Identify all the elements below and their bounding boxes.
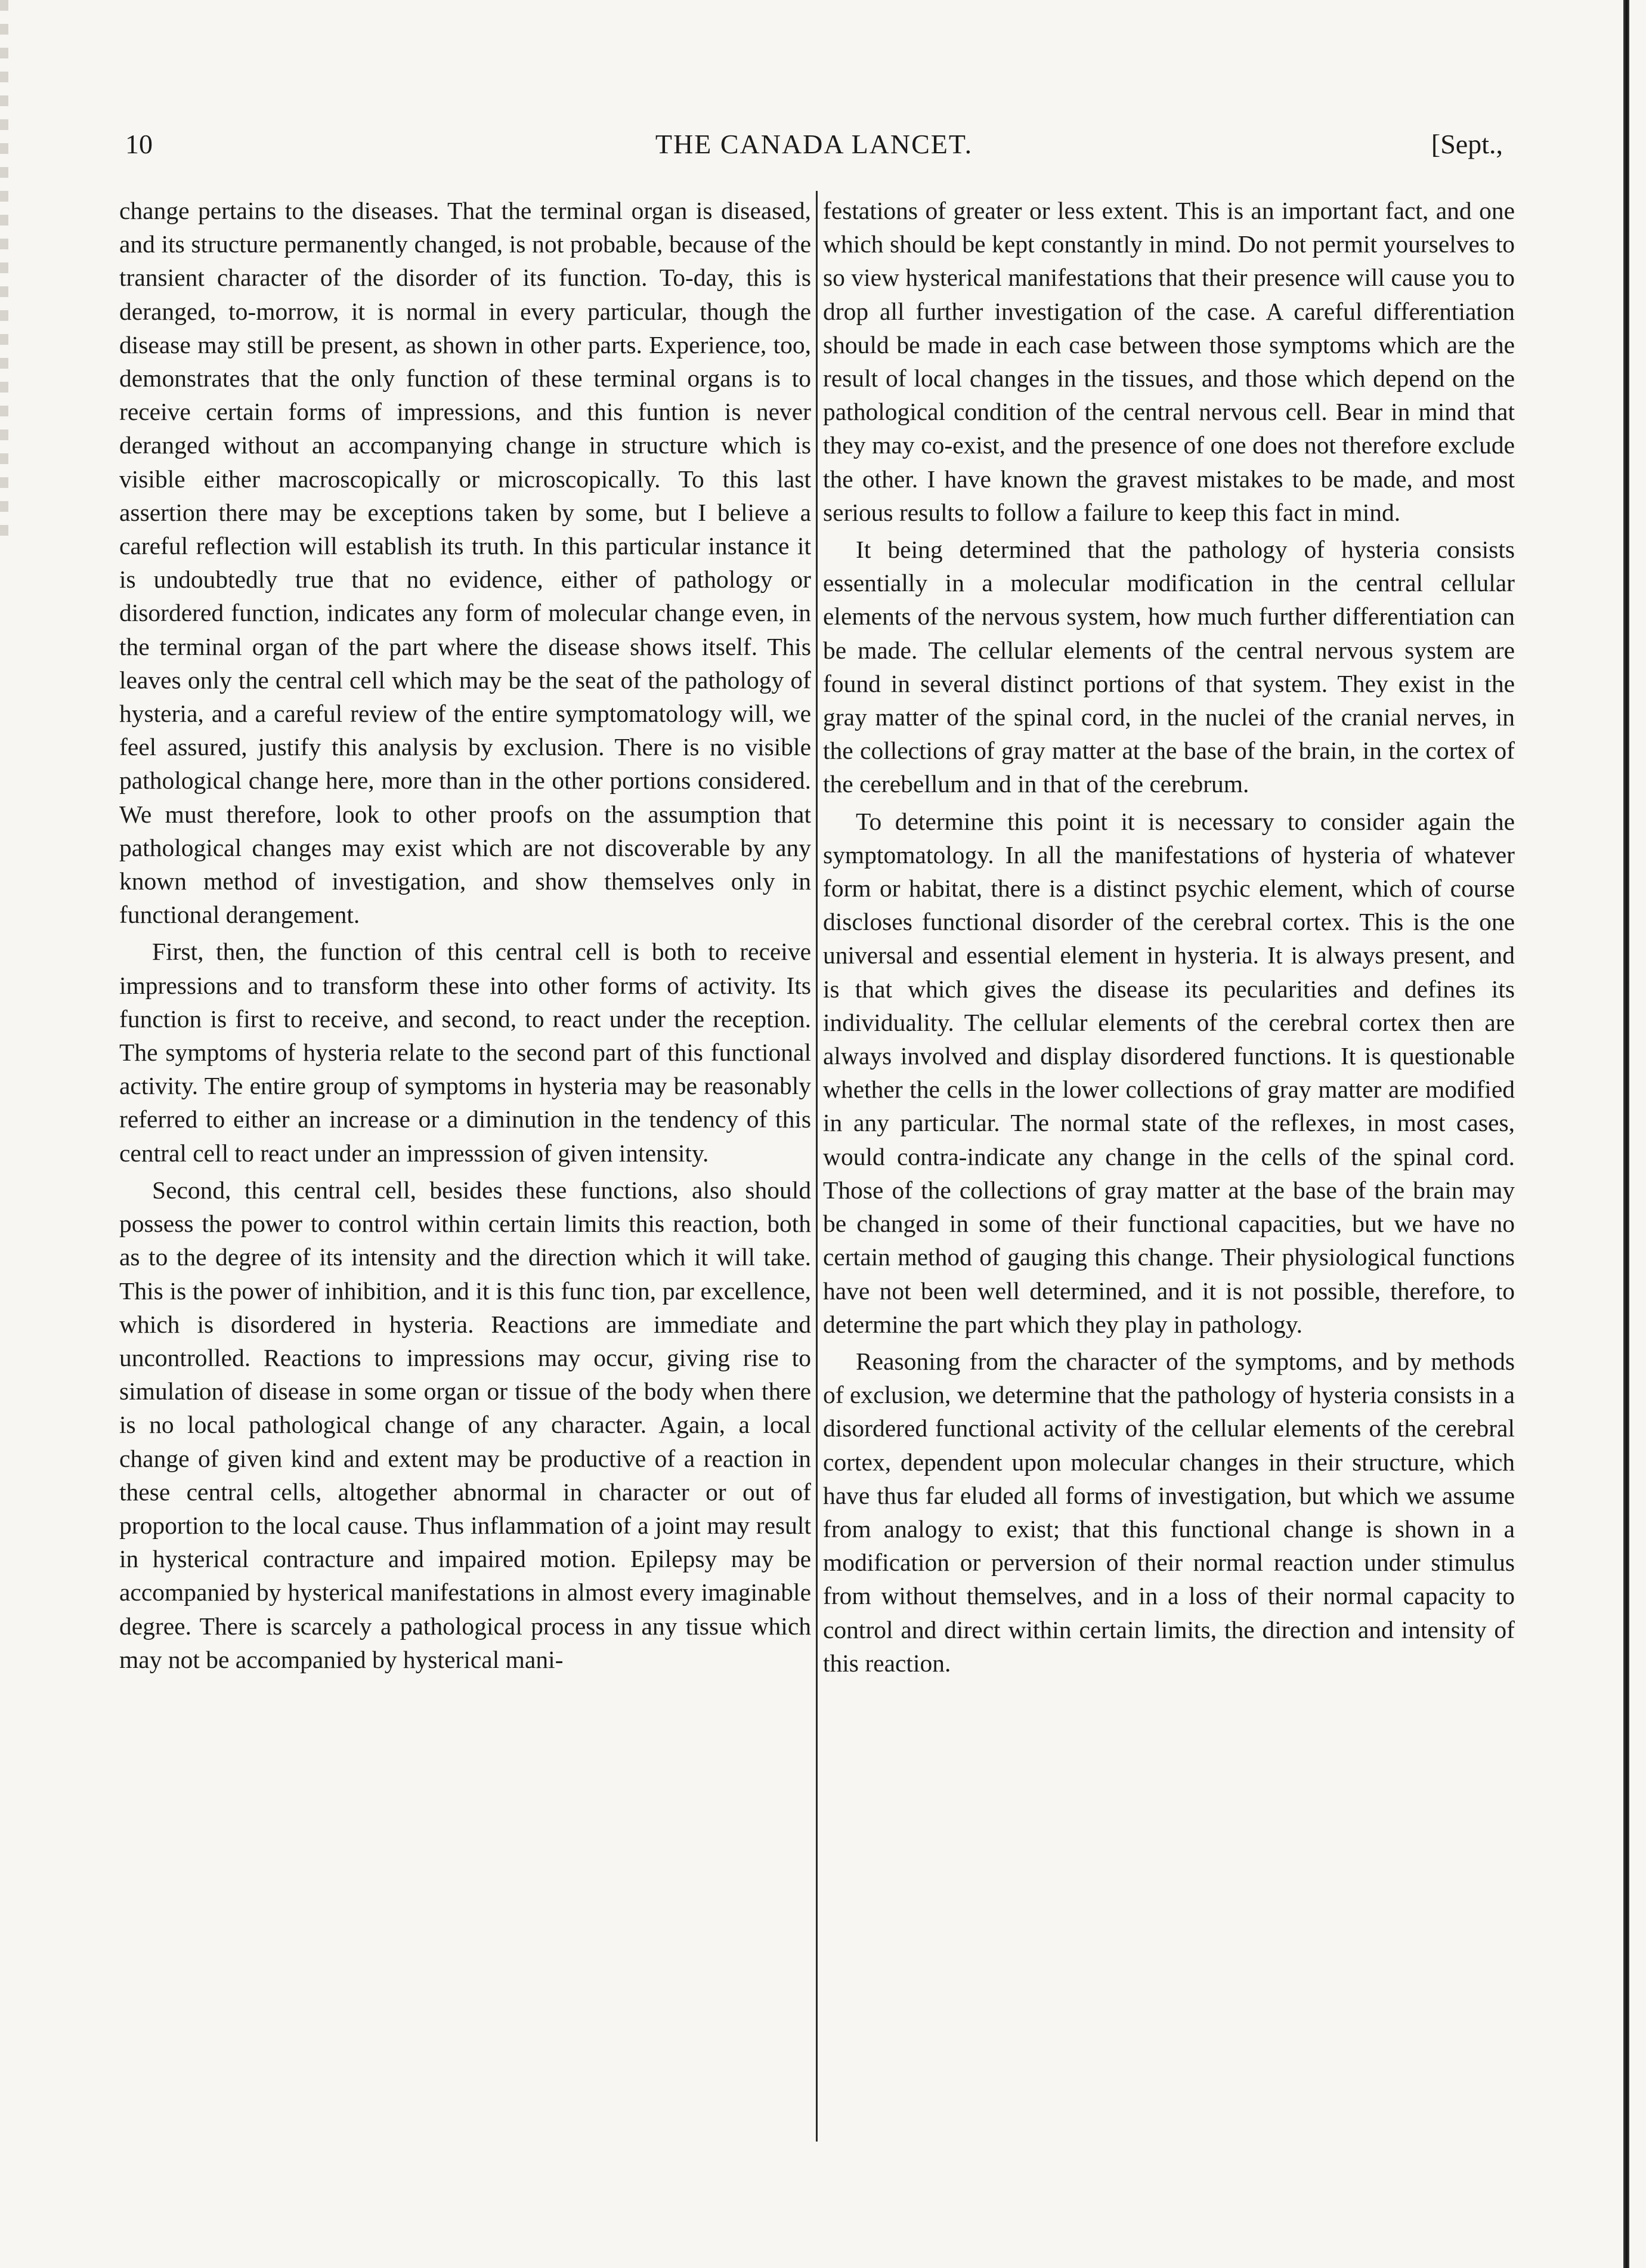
paragraph: festations of greater or less extent. This is an important fact, and one which should be kept constantly in mind. Do not permit yourselves to so view hysterical manifestations that their presence will cause you to drop all further investigation of the case. A careful differentiation should be made in each case between those symptoms which are the result of local changes in the tissues, and those which depend on the pathological condition of the central nervous cell. Bear in mind that they may co-exist, and the presence of one does not therefore exclude the other. I have known the gravest mistakes to be made, and most serious results to follow a failure to keep this fact in mind.: [823, 197, 1515, 526]
running-header: [119, 128, 1509, 170]
issue-month: [Sept.,: [1431, 129, 1503, 159]
page-number: 10: [125, 129, 153, 159]
journal-title: THE CANADA LANCET.: [655, 129, 973, 159]
paragraph: To determine this point it is necessary to consider again the symptomatology. In all the manifestations of hysteria of whatever form or habitat, there is a distinct psychic element, which of course discloses functional disorder of the cerebral cortex. This is the one universal and essential element in hysteria. It is always present, and is that which gives the disease its pecularities and defines its individuality. The cellular elements of the cerebral cortex then are always involved and display disordered functions. It is questionable whether the cells in the lower collections of gray matter are modified in any particular. The normal state of the reflexes, in most cases, would contra-indicate any change in the cells of the spinal cord. Those of the collections of gray matter at the base of the brain may be changed in some of their functional capacities, but we have no certain method of gauging this change. Their physiological functions have not been well determined, and it is not possible, therefore, to determine the part which they play in pathology.: [823, 807, 1515, 1338]
paragraph: Reasoning from the character of the symptoms, and by methods of exclusion, we determine that the pathology of hysteria consists in a disordered functional activity of the cellular elements of the cerebral cortex, dependent upon molecular changes in their structure, which have thus far eluded all forms of investigation, but which we assume from analogy to exist; that this functional change is shown in a modification or perversion of their normal reaction under stimulus from without themselves, and in a loss of their normal capacity to control and direct within certain limits, the direction and intensity of this reaction.: [823, 1347, 1515, 1677]
paragraph: First, then, the function of this central cell is both to receive impressions and to transform these into other forms of activity. Its function is first to receive, and second, to react under the reception. The symptoms of hysteria relate to the second part of this functional activity. The entire group of symptoms in hysteria may be reasonably referred to either an increase or a diminution in the tendency of this central cell to react under an impresssion of given intensity.: [119, 938, 811, 1167]
left-column: [119, 194, 811, 1676]
page-edge-right: [1623, 0, 1629, 2268]
paragraph: It being determined that the pathology of hysteria consists essentially in a molecular modification in the central cellular elements of the nervous system, how much further differentiation can be made. The cellular elements of the central nervous system are found in several distinct portions of that system. They exist in the gray matter of the spinal cord, in the nuclei of the cranial nerves, in the collections of gray matter at the base of the brain, in the cortex of the cerebellum and in that of the cerebrum.: [823, 536, 1515, 798]
right-column: [823, 194, 1515, 1680]
page-edge-left: [0, 0, 8, 537]
column-divider: [816, 191, 818, 2142]
paragraph: Second, this central cell, besides these functions, also should possess the power to control within certain limits this reaction, both as to the degree of its intensity and the direction which it will take. This is the power of inhibition, and it is this func tion, par excellence, which is disordered in hysteria. Reactions are immediate and uncontrolled. Reactions to impressions may occur, giving rise to simulation of disease in some organ or tissue of the body when there is no local pathological change of any character. Again, a local change of given kind and extent may be productive of a reaction in these central cells, altogether abnormal in character or out of proportion to the local cause. Thus inflammation of a joint may result in hysterical contracture and impaired motion. Epilepsy may be accompanied by hysterical manifestations in almost every imaginable degree. There is scarcely a pathological process in any tissue which may not be accompanied by hysterical mani-: [119, 1176, 811, 1673]
paragraph: change pertains to the diseases. That the terminal organ is diseased, and its structure permanently changed, is not probable, because of the transient character of the disorder of its function. To-day, this is deranged, to-morrow, it is normal in every particular, though the disease may still be present, as shown in other parts. Experience, too, demonstrates that the only function of these terminal organs is to receive certain forms of impressions, and this funtion is never deranged without an accompanying change in structure which is visible either macroscopically or microscopically. To this last assertion there may be exceptions taken by some, but I believe a careful reflection will establish its truth. In this particular instance it is undoubtedly true that no evidence, either of pathology or disordered function, indicates any form of molecular change even, in the terminal organ of the part where the disease shows itself. This leaves only the central cell which may be the seat of the pathology of hysteria, and a careful review of the entire symptomatology will, we feel assured, justify this analysis by exclusion. There is no visible pathological change here, more than in the other portions considered. We must therefore, look to other proofs on the assumption that pathological changes may exist which are not discoverable by any known method of investigation, and show themselves only in functional derangement.: [119, 197, 811, 929]
